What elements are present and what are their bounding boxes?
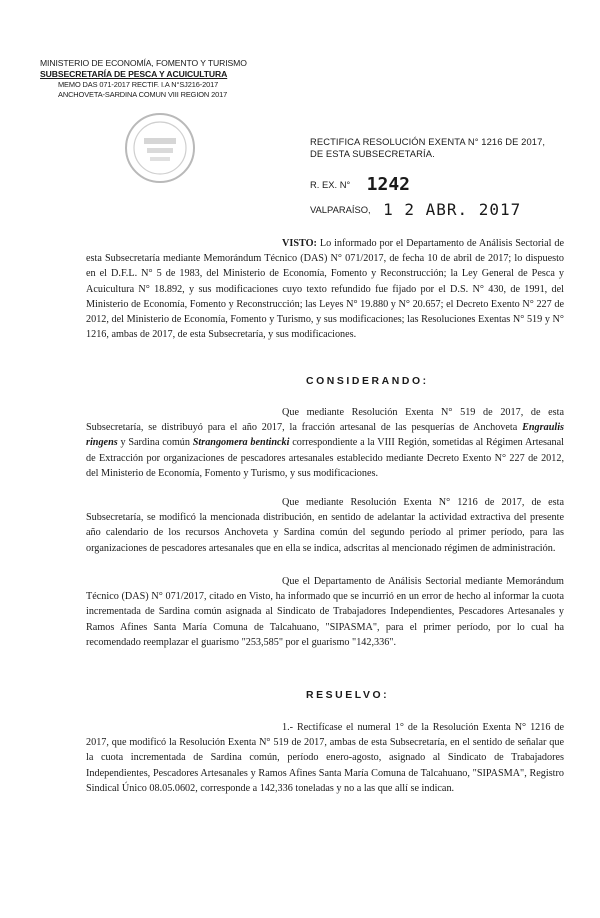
subject-line-1: RECTIFICA RESOLUCIÓN EXENTA N° 1216 DE 2017,	[310, 136, 546, 147]
ministry-name: MINISTERIO DE ECONOMÍA, FOMENTO Y TURISMO	[40, 58, 247, 68]
visto-text: Lo informado por el Departamento de Análisis Sectorial de esta Subsecretaría mediante Memorándum Técnico (DAS) N° 071/2017, de fecha 10 de abril de 2017; lo dispuesto en el D.F.L. N° 5 de 1983, del Ministerio de Economía, Fomento y Reconstrucción; la Ley General de Pesca y Acuicultura N° 18.892, y sus modificaciones cuyo texto refundido fue fijado por el D.S. N° 430, de 1991, del Ministerio de Economía, Fomento y Reconstrucción; las Leyes N° 19.880 y N° 20.657; el Decreto Exento N° 227 de 2012, del Ministerio de Economía, Fomento y Turismo, y sus modificaciones; las Resoluciones Exentas N° 519 y N° 1216, ambas de 2017, de esta Subsecretaría, y sus modificaciones.	[86, 238, 564, 341]
considerando-paragraph-3	[86, 574, 564, 650]
considerando-p1-part-b: y Sardina común	[117, 437, 193, 449]
official-seal-icon	[120, 108, 200, 188]
dateline	[310, 200, 521, 224]
rex-number: 1242	[366, 174, 411, 195]
species-sardina: Strangomera bentincki	[192, 437, 290, 449]
date-stamp: 1 2 ABR. 2017	[383, 200, 522, 219]
visto-label: VISTO:	[282, 238, 317, 249]
considerando-paragraph-2	[86, 495, 564, 556]
resuelvo-paragraph-1	[86, 720, 564, 796]
considerando-p1-part-c: correspondiente a la VIII Región, sometidas al Régimen Artesanal de Extracción por organizaciones de pescadores artesanales establecido mediante Decreto Exento N° 227 de 2012, del Ministerio de Economía, Fomento y Turismo, y sus modificaciones.	[86, 437, 564, 479]
species-anchoveta: Engraulis ringens	[86, 422, 564, 449]
memo-reference: MEMO DAS 071-2017 RECTIF. I.A N°SJ216-2017	[58, 80, 219, 89]
considerando-p1-part-a: Que mediante Resolución Exenta N° 519 de 2017, de esta Subsecretaría, se distribuyó para el año 2017, la fracción artesanal de las pesquerías de Anchoveta	[86, 407, 564, 434]
considerando-p2-text: Que mediante Resolución Exenta N° 1216 de 2017, de esta Subsecretaría, se modificó la mencionada distribución, en sentido de adelantar la actividad extractiva del presente año calendario de los recursos Anchoveta y Sardina común del segundo período al primer período, para las organizaciones de pescadores artesanales que en ella se indica, adscritas al mencionado régimen de administración.	[86, 497, 564, 554]
visto-section	[86, 236, 564, 342]
considerando-heading: CONSIDERANDO:	[306, 376, 429, 387]
resuelvo-heading: RESUELVO:	[306, 690, 390, 701]
considerando-p3-text: Que el Departamento de Análisis Sectorial mediante Memorándum Técnico (DAS) N° 071/2017, citado en Visto, ha informado que se incurrió en un error de hecho al informar la cuota incrementada de Sardina común asignada al Sindicato de Trabajadores Independientes, Pescadores Artesanales y Ramos Afines Santa María Comuna de Talcahuano, "SIPASMA", para el primer período, por lo cual ha recomendado reemplazar el guarismo "253,585" por el guarismo "142,336".	[86, 576, 564, 648]
resolution-number	[310, 174, 410, 198]
subject-reference: ANCHOVETA-SARDINA COMUN VIII REGION 2017	[58, 89, 228, 99]
city: VALPARAÍSO,	[310, 204, 371, 215]
subsecretaria-name: SUBSECRETARÍA DE PESCA Y ACUICULTURA	[40, 69, 228, 79]
letterhead	[40, 58, 250, 99]
subject-line-2: DE ESTA SUBSECRETARÍA.	[310, 148, 435, 159]
rex-label: R. EX. N°	[310, 179, 351, 190]
resolution-subject	[310, 136, 570, 160]
considerando-paragraph-1	[86, 405, 564, 481]
resuelvo-p1-text: 1.- Rectifícase el numeral 1° de la Resolución Exenta N° 1216 de 2017, que modificó la Resolución Exenta N° 519 de 2017, ambas de esta Subsecretaría, en el sentido de señalar que la cuota incrementada de Sardina común, período enero-agosto, asignado al Sindicato de Trabajadores Independientes, Pescadores Artesanales y Ramos Afines Santa María Comuna de Talcahuano, "SIPASMA", Registro Sindical Único 08.05.0602, corresponde a 142,336 toneladas y no a las que allí se indican.	[86, 722, 564, 794]
